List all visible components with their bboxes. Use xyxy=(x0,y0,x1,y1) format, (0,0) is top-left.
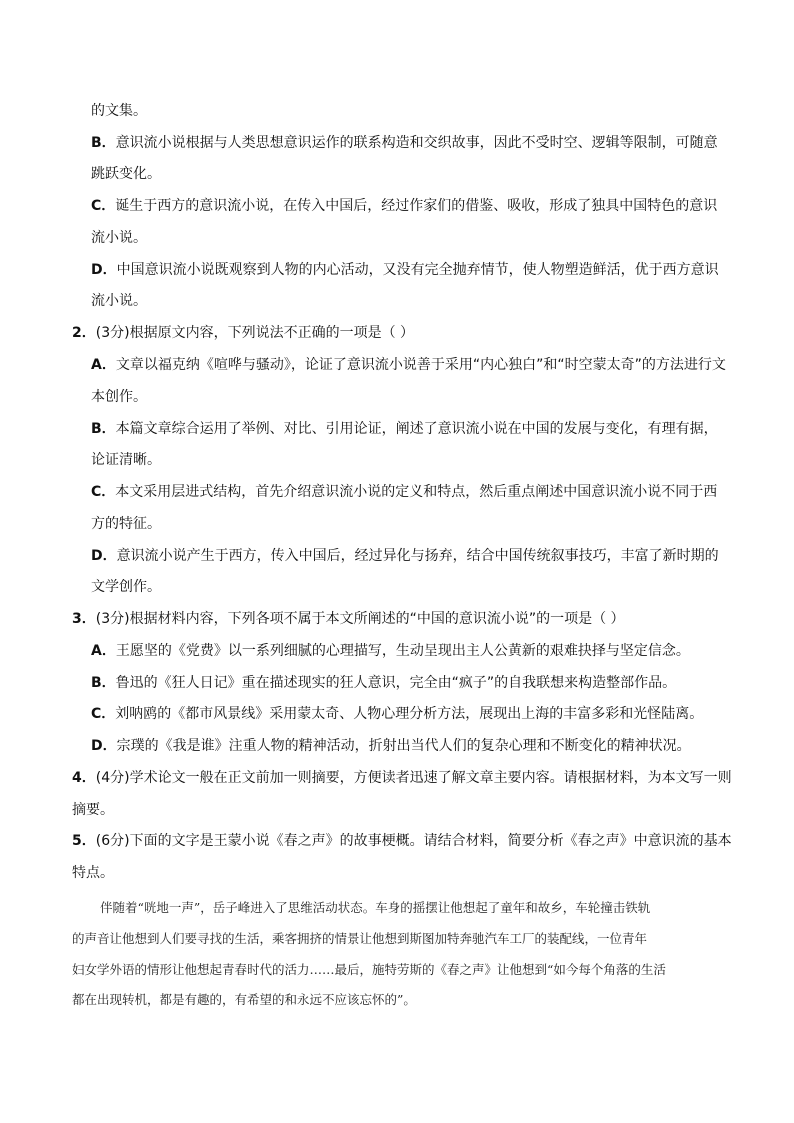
text-line: 流小说。 xyxy=(91,293,147,309)
option-c: C．刘呐鸥的《都市风景线》采用蒙太奇、人物心理分析方法，展现出上海的丰富多彩和光怪陆离。 xyxy=(91,706,704,722)
question-5: 5．(6分)下面的文字是王蒙小说《春之声》的故事梗概。请结合材料，简要分析《春之声》中意识流的基本 xyxy=(72,833,732,849)
option-b: B．本篇文章综合运用了举例、对比、引用论证，阐述了意识流小说在中国的发展与变化，有理有据， xyxy=(91,421,718,437)
text-line: 流小说。 xyxy=(91,230,147,246)
option-d: D．意识流小说产生于西方，传入中国后，经过异化与扬弃，结合中国传统叙事技巧，丰富了新时期的 xyxy=(91,548,719,564)
option-a: A．王愿坚的《党费》以一系列细腻的心理描写，生动呈现出主人公黄新的艰难抉择与坚定信念。 xyxy=(91,643,690,659)
question-2: 2．(3分)根据原文内容，下列说法不正确的一项是（ ） xyxy=(72,325,415,341)
passage-line: 妇女学外语的情形让他想起青春时代的活力……最后，施特劳斯的《春之声》让他想到“如今每个角落的生活 xyxy=(72,962,666,977)
option-c: C．诞生于西方的意识流小说，在传入中国后，经过作家们的借鉴、吸收，形成了独具中国特色的意识 xyxy=(91,198,718,214)
text-line: 摘要。 xyxy=(72,802,114,818)
option-d: D．中国意识流小说既观察到人物的内心活动，又没有完全抛弃情节，使人物塑造鲜活，优于西方意识 xyxy=(91,262,719,278)
option-c: C．本文采用层进式结构，首先介绍意识流小说的定义和特点，然后重点阐述中国意识流小说不同于西 xyxy=(91,484,718,500)
text-line: 论证清晰。 xyxy=(91,452,161,468)
option-b: B．意识流小说根据与人类思想意识运作的联系构造和交织故事，因此不受时空、逻辑等限制，可随意 xyxy=(91,135,718,151)
text-line: 本创作。 xyxy=(91,389,147,405)
option-a: A．文章以福克纳《喧哗与骚动》，论证了意识流小说善于采用“内心独白”和“时空蒙太奇”的方法进行文 xyxy=(91,357,726,373)
passage-line: 伴随着“咣地一声”，岳子峰进入了思维活动状态。车身的摇摆让他想起了童年和故乡，车轮撞击铁轨 xyxy=(100,900,651,915)
passage-line: 都在出现转机，都是有趣的，有希望的和永远不应该忘怀的”。 xyxy=(72,992,416,1007)
question-3: 3．(3分)根据材料内容，下列各项不属于本文所阐述的“中国的意识流小说”的一项是（ ） xyxy=(72,611,625,627)
text-line: 特点。 xyxy=(72,865,114,881)
text-line: 的文集。 xyxy=(91,103,147,119)
text-line: 方的特征。 xyxy=(91,516,161,532)
text-line: 文学创作。 xyxy=(91,579,161,595)
option-b: B．鲁迅的《狂人日记》重在描述现实的狂人意识，完全由“疯子”的自我联想来构造整部作品。 xyxy=(91,675,677,691)
question-4: 4．(4分)学术论文一般在正文前加一则摘要，方便读者迅速了解文章主要内容。请根据材料，为本文写一则 xyxy=(72,770,732,786)
text-line: 跳跃变化。 xyxy=(91,166,161,182)
passage-line: 的声音让他想到人们要寻找的生活，乘客拥挤的情景让他想到斯图加特奔驰汽车工厂的装配线，一位青年 xyxy=(72,931,648,946)
option-d: D．宗璞的《我是谁》注重人物的精神活动，折射出当代人们的复杂心理和不断变化的精神状况。 xyxy=(91,738,691,754)
